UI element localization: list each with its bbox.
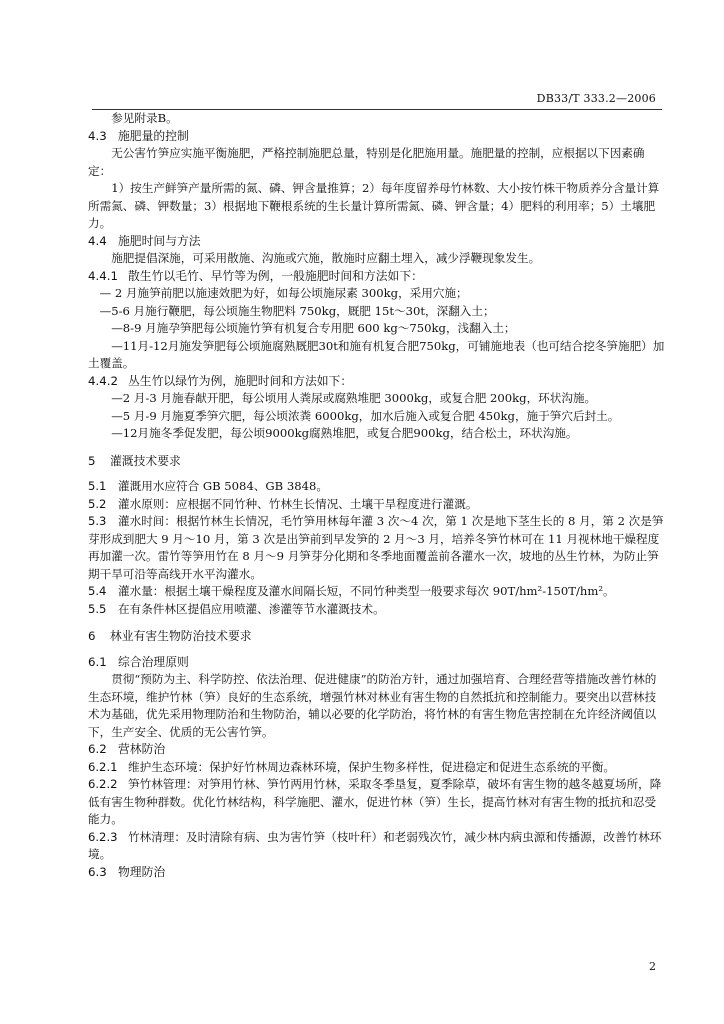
clause: 5.4 灌水量：根据土壤干燥程度及灌水间隔长短，不同竹种类型一般要求每次 90T/hm²-150T/hm²。	[88, 584, 615, 598]
chapter-heading: 6 林业有害生物防治技术要求	[88, 629, 252, 643]
clause: 5.3 灌水时间：根据竹林生长情况，毛竹笋用林每年灌 3 次～4 次，第 1 次是地下茎生长的 8 月，第 2 次是笋芽形成到肥大 9 月～10 月，第 3 次是出笋前到早发笋的 2 月～3 月，培养冬笋竹林可在 11 月视林地干燥程度再加灌一次。雷竹等笋用竹在 8 月～9 月笋芽分化期和冬季地面覆盖前各灌水一次，坡地的丛生竹林，为防止笋期干旱可沿等高线开水平沟灌水。	[88, 514, 664, 581]
list-item: — 2 月施笋前肥以施速效肥为好，如每公顷施尿素 300kg，采用穴施；	[99, 286, 468, 300]
list-item: —5-6 月施行鞭肥，每公顷施生物肥料 750kg，厩肥 15t～30t，深翻入土；	[99, 303, 495, 318]
paragraph: 无公害竹笋应实施平衡施肥，严格控制施肥总量，特别是化肥施用量。施肥量的控制，应根据以下因素确定：	[88, 146, 645, 178]
paragraph: 施肥提倡深施，可采用散施、沟施或穴施，散施时应翻土埋入，减少浮鞭现象发生。	[111, 251, 541, 265]
clause: 5.2 灌水原则：应根据不同竹种、竹林生长情况、土壤干旱程度进行灌溉。	[88, 496, 478, 511]
document-id: DB33/T 333.2—2006	[536, 92, 656, 105]
page-number: 2	[649, 960, 656, 973]
clause: 6.2.2 笋竹林管理：对笋用竹林、笋竹两用竹林，采取冬季垦复，夏季除草，破坏有害生物的越冬越夏场所，降低有害生物种群数。优化竹林结构，科学施肥、灌水，促进竹林（笋）生长，提高竹林对有害生物的抵抗和忍受能力。	[88, 777, 662, 826]
list-item: —11月-12月施发笋肥每公顷施腐熟厩肥30t和施有机复合肥750kg，可铺施地表（也可结合挖冬笋施肥）加土覆盖。	[88, 338, 665, 370]
section-heading: 4.3 施肥量的控制	[88, 128, 189, 143]
section-heading: 6.1 综合治理原则	[88, 654, 189, 669]
section-heading: 4.4 施肥时间与方法	[88, 233, 201, 248]
list-item: —2 月-3 月施春献开肥，每公顷用人粪尿或腐熟堆肥 3000kg，或复合肥 200kg，环状沟施。	[111, 391, 597, 405]
section-heading: 6.2 营林防治	[88, 742, 166, 756]
section-heading: 6.3 物理防治	[88, 864, 166, 879]
document-body	[88, 110, 666, 881]
clause: 6.2.1 维护生态环境：保护好竹林周边森林环境，保护生物多样性，促进稳定和促进生态系统的平衡。	[88, 759, 615, 774]
section-heading: 4.4.2 丛生竹以绿竹为例，施肥时间和方法如下：	[88, 373, 353, 388]
list-item: —8-9 月施孕笋肥每公顷施竹笋有机复合专用肥 600 kg～750kg，浅翻入土；	[111, 321, 516, 335]
paragraph: 1）按生产鲜笋产量所需的氮、磷、钾含量推算；2）每年度留养母竹林数、大小按竹株干物质养分含量计算所需氮、磷、钾数量；3）根据地下鞭根系统的生长量计算所需氮、磷、钾含量；4）肥料的利用率；5）土壤肥力。	[88, 181, 660, 230]
chapter-heading: 5 灌溉技术要求	[88, 453, 181, 468]
list-item: —5 月-9 月施夏季笋穴肥，每公顷浓粪 6000kg，加水后施入或复合肥 450kg，施于笋穴后封土。	[111, 408, 620, 423]
list-item: —12月施冬季促发肥，每公顷9000kg腐熟堆肥，或复合肥900kg，结合松土，环状沟施。	[111, 426, 578, 440]
clause: 5.5 在有条件林区提倡应用喷灌、渗灌等节水灌溉技术。	[88, 601, 385, 616]
paragraph: 贯彻“预防为主、科学防控、依法治理、促进健康”的防治方针，通过加强培育、合理经营等措施改善竹林的生态环境，维护竹林（笋）良好的生态系统，增强竹林对林业有害生物的自然抵抗和控制能力。要突出以营林技术为基础，优先采用物理防治和生物防治，辅以必要的化学防治，将竹林的有害生物危害控制在允许经济阈值以下，生产安全、优质的无公害竹笋。	[88, 672, 657, 739]
clause: 5.1 灌溉用水应符合 GB 5084、GB 3848。	[88, 479, 328, 493]
clause: 6.2.3 竹林清理：及时清除有病、虫为害竹笋（枝叶秆）和老弱残次竹，减少林内病虫源和传播源，改善竹林环境。	[88, 829, 662, 861]
paragraph: 参见附录B。	[111, 111, 178, 125]
section-heading: 4.4.1 散生竹以毛竹、早竹等为例，一般施肥时间和方法如下：	[88, 268, 423, 283]
